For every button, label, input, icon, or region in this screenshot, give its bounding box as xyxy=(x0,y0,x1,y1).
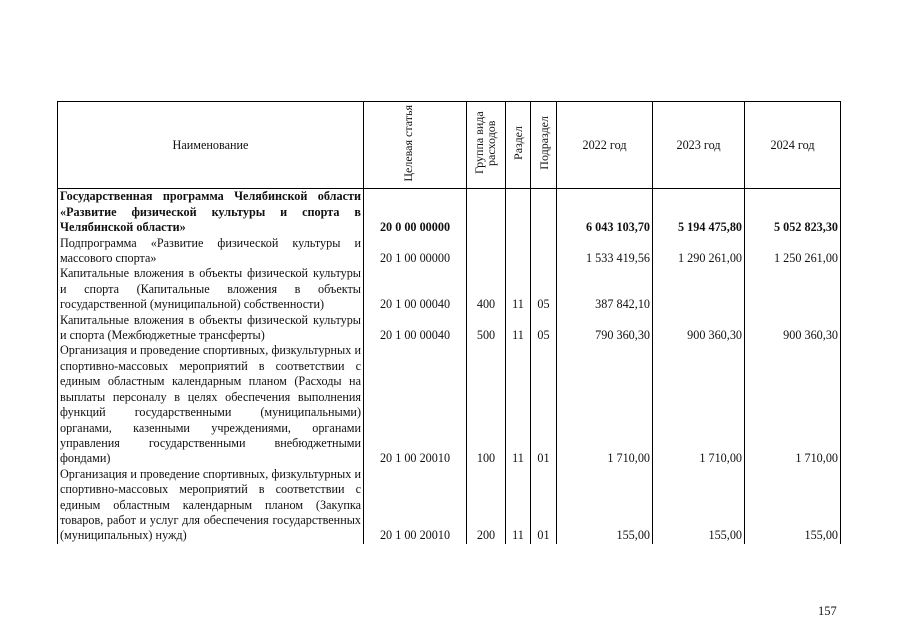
header-name: Наименование xyxy=(58,102,364,189)
row-2022: 387 842,10 xyxy=(557,266,653,312)
table-row xyxy=(58,189,841,236)
row-section xyxy=(506,236,531,267)
row-name: Государственная программа Челябинской области «Развитие физической культуры и спорта в Челябинской области» xyxy=(58,189,364,236)
row-2024: 5 052 823,30 xyxy=(745,189,841,236)
row-section: 11 xyxy=(506,343,531,466)
header-2024: 2024 год xyxy=(745,102,841,189)
header-section xyxy=(506,102,531,189)
row-section: 11 xyxy=(506,266,531,312)
row-2024 xyxy=(745,266,841,312)
row-2023: 1 290 261,00 xyxy=(653,236,745,267)
row-2022: 1 533 419,56 xyxy=(557,236,653,267)
header-section-label: Раздел xyxy=(511,126,525,160)
table-row xyxy=(58,313,841,344)
header-subsection xyxy=(531,102,557,189)
row-2024: 1 710,00 xyxy=(745,343,841,466)
row-2023: 5 194 475,80 xyxy=(653,189,745,236)
row-name: Организация и проведение спортивных, физкультурных и спортивно-массовых мероприятий в соответствии с единым областным календарным планом (Расходы на выплаты персоналу в целях обеспечения выполнения функций государственными (муниципальными) органами, казенными учреждениями, органами управления государственными внебюджетными фондами) xyxy=(58,343,364,466)
row-section xyxy=(506,189,531,236)
row-target: 20 1 00 20010 xyxy=(364,343,467,466)
header-subsection-label: Подраздел xyxy=(536,116,551,170)
row-group: 400 xyxy=(467,266,506,312)
header-target-label: Целевая статья xyxy=(401,104,415,182)
row-2022: 6 043 103,70 xyxy=(557,189,653,236)
header-group-label: Группа вида расходов xyxy=(472,111,498,175)
row-group xyxy=(467,236,506,267)
row-name: Организация и проведение спортивных, физкультурных и спортивно-массовых мероприятий в соответствии с единым областным календарным планом (Закупка товаров, работ и услуг для обеспечения государственных (муниципальных) нужд) xyxy=(58,467,364,544)
header-group xyxy=(467,102,506,189)
row-name: Подпрограмма «Развитие физической культуры и массового спорта» xyxy=(58,236,364,267)
row-2023: 900 360,30 xyxy=(653,313,745,344)
row-target: 20 1 00 20010 xyxy=(364,467,467,544)
row-group: 500 xyxy=(467,313,506,344)
row-2024: 900 360,30 xyxy=(745,313,841,344)
table-row xyxy=(58,236,841,267)
budget-table xyxy=(57,101,841,544)
row-2022: 790 360,30 xyxy=(557,313,653,344)
header-2023: 2023 год xyxy=(653,102,745,189)
row-subsection xyxy=(531,189,557,236)
row-name: Капитальные вложения в объекты физической культуры и спорта (Межбюджетные трансферты) xyxy=(58,313,364,344)
row-2023: 155,00 xyxy=(653,467,745,544)
row-target: 20 1 00 00040 xyxy=(364,266,467,312)
row-group xyxy=(467,189,506,236)
row-subsection: 01 xyxy=(531,467,557,544)
row-2022: 155,00 xyxy=(557,467,653,544)
header-target xyxy=(364,102,467,189)
row-target: 20 0 00 00000 xyxy=(364,189,467,236)
row-target: 20 1 00 00040 xyxy=(364,313,467,344)
row-2024: 1 250 261,00 xyxy=(745,236,841,267)
row-section: 11 xyxy=(506,313,531,344)
row-subsection: 01 xyxy=(531,343,557,466)
row-group: 100 xyxy=(467,343,506,466)
row-subsection: 05 xyxy=(531,313,557,344)
row-2023 xyxy=(653,266,745,312)
row-section: 11 xyxy=(506,467,531,544)
row-2022: 1 710,00 xyxy=(557,343,653,466)
row-2023: 1 710,00 xyxy=(653,343,745,466)
row-2024: 155,00 xyxy=(745,467,841,544)
header-2022: 2022 год xyxy=(557,102,653,189)
row-target: 20 1 00 00000 xyxy=(364,236,467,267)
row-group: 200 xyxy=(467,467,506,544)
table-row xyxy=(58,266,841,312)
table-header-row xyxy=(58,102,841,189)
page-number: 157 xyxy=(818,604,837,618)
table-row xyxy=(58,467,841,544)
row-subsection xyxy=(531,236,557,267)
table-row xyxy=(58,343,841,466)
row-subsection: 05 xyxy=(531,266,557,312)
row-name: Капитальные вложения в объекты физической культуры и спорта (Капитальные вложения в объекты государственной (муниципальной) собственности) xyxy=(58,266,364,312)
